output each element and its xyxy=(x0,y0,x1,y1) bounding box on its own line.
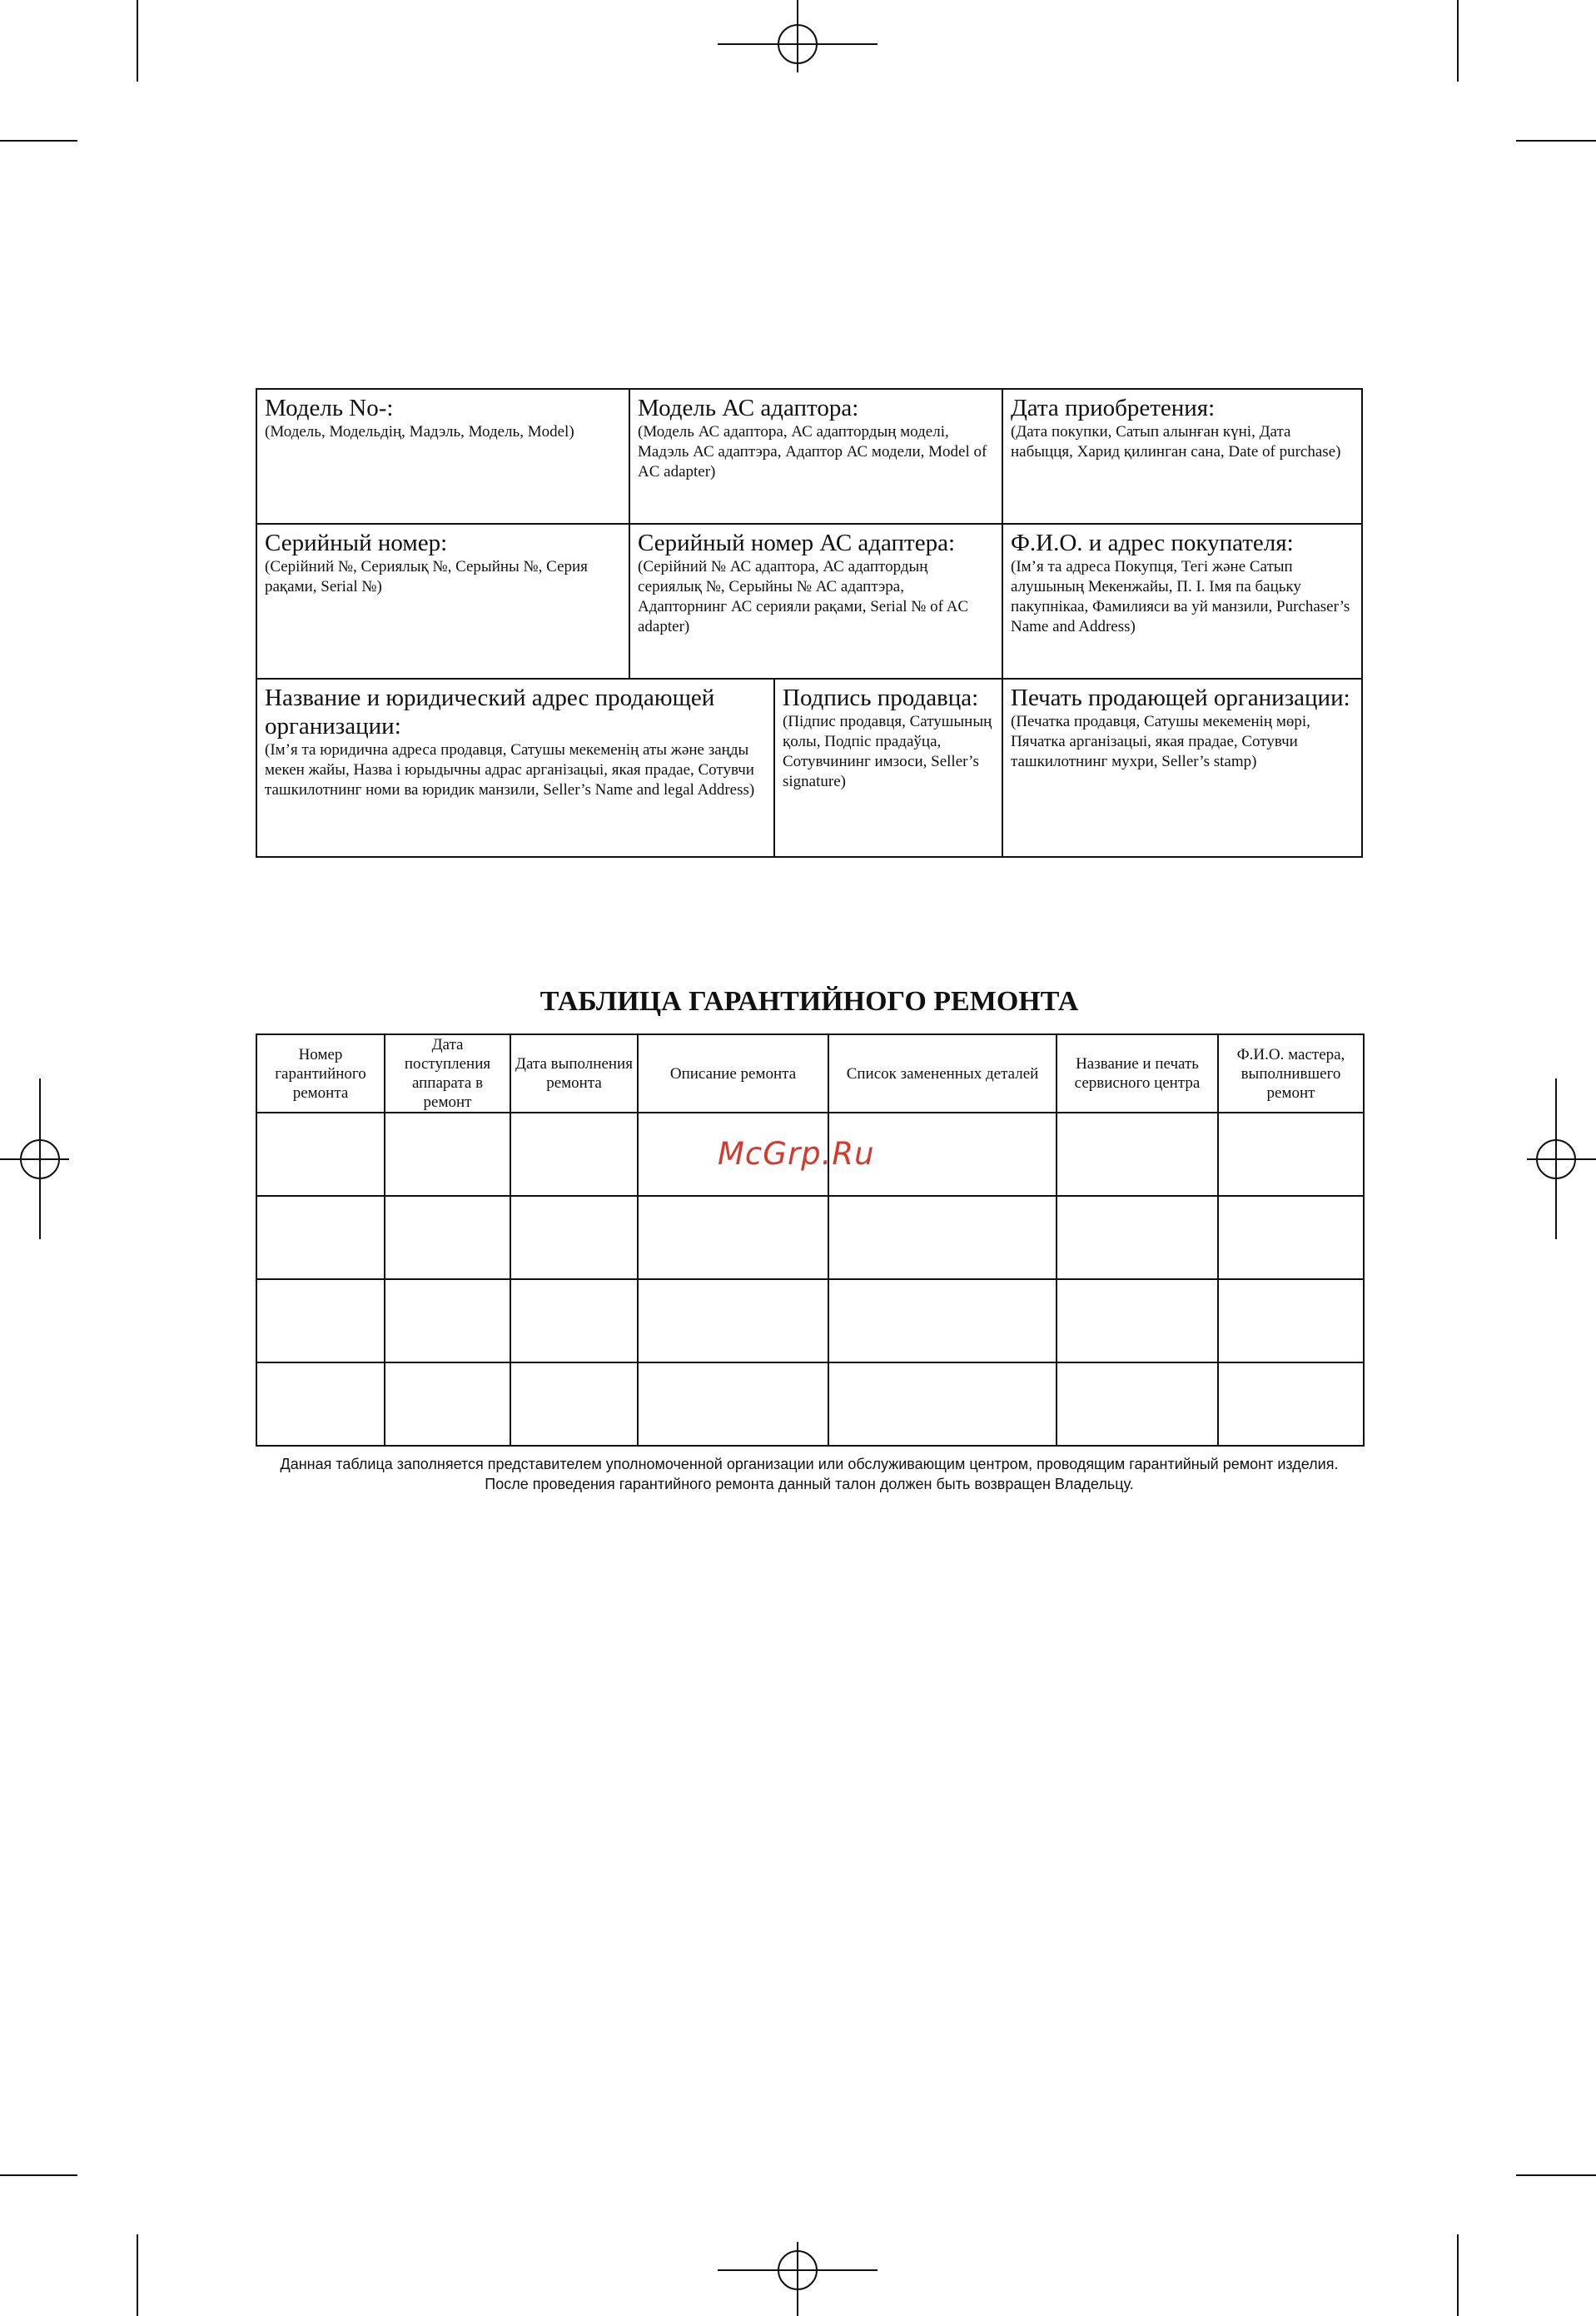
seller-signature-sublabel: (Підпис продавця, Сатушының қолы, Подпіс прадаўца, Сотувчининг имзоси, Seller’s signature) xyxy=(783,713,992,790)
buyer-label: Ф.И.О. и адрес покупателя: xyxy=(1011,530,1294,556)
seller-org-label: Название и юридический адрес продающей организации: xyxy=(265,685,715,740)
seller-stamp-sublabel: (Печатка продавця, Сатушы мекеменің мөрі, Пячатка арганізацыі, якая прадае, Сотувчи ташкилотнинг мухри, Seller’s stamp) xyxy=(1011,713,1310,770)
table-cell[interactable] xyxy=(385,1362,510,1446)
table-cell[interactable] xyxy=(385,1113,510,1196)
table-cell[interactable] xyxy=(256,1113,385,1196)
registration-mark-left xyxy=(0,1078,69,1239)
seller-signature-label: Подпись продавца: xyxy=(783,685,979,711)
header-received-date: Дата поступления аппарата в ремонт xyxy=(385,1034,510,1113)
table-cell[interactable] xyxy=(256,1279,385,1362)
table-cell[interactable] xyxy=(510,1279,638,1362)
repair-table xyxy=(256,1033,1365,1447)
table-cell[interactable] xyxy=(1057,1362,1218,1446)
table-cell[interactable] xyxy=(385,1196,510,1279)
table-cell[interactable] xyxy=(510,1196,638,1279)
table-cell[interactable] xyxy=(828,1362,1057,1446)
cell-purchase-date[interactable] xyxy=(1003,390,1361,462)
cell-model[interactable] xyxy=(257,390,629,442)
table-row xyxy=(256,1279,1364,1362)
table-cell[interactable] xyxy=(638,1279,828,1362)
table-row xyxy=(256,1196,1364,1279)
serial-label: Серийный номер: xyxy=(265,530,448,556)
adapter-model-sublabel: (Модель АС адаптора, АС адаптордың моделі, Мадэль АС адаптэра, Адаптор АС модели, Model of AC adapter) xyxy=(638,423,987,481)
footer-note-line2: После проведения гарантийного ремонта данный талон должен быть возвращен Владельцу. xyxy=(485,1476,1134,1492)
cell-serial[interactable] xyxy=(257,525,629,597)
table-cell[interactable] xyxy=(1218,1196,1364,1279)
watermark: McGrp.Ru xyxy=(718,1136,875,1172)
repair-table-header xyxy=(256,1034,1364,1113)
table-cell[interactable] xyxy=(1057,1279,1218,1362)
table-cell[interactable] xyxy=(1218,1362,1364,1446)
footer-note-line1: Данная таблица заполняется представителем уполномоченной организации или обслуживающим центром, проводящим гарантийный ремонт изделия. xyxy=(280,1456,1339,1472)
adapter-serial-sublabel: (Серійний № АС адаптора, АС адаптордың сериялық №, Серыйны № АС адаптэра, Адапторнинг АС серияли рақами, Serial № of AC adapter) xyxy=(638,558,969,635)
table-cell[interactable] xyxy=(1057,1113,1218,1196)
table-cell[interactable] xyxy=(1218,1113,1364,1196)
table-cell[interactable] xyxy=(256,1196,385,1279)
footer-note xyxy=(256,1454,1363,1494)
serial-sublabel: (Серійний №, Сериялық №, Серыйны №, Серия рақами, Serial №) xyxy=(265,558,588,595)
cell-seller-signature[interactable] xyxy=(775,680,1002,792)
cell-adapter-model[interactable] xyxy=(630,390,1002,482)
registration-mark-right xyxy=(1527,1078,1596,1239)
table-cell[interactable] xyxy=(638,1196,828,1279)
table-cell[interactable] xyxy=(828,1279,1057,1362)
table-cell[interactable] xyxy=(385,1279,510,1362)
seller-stamp-label: Печать продающей организации: xyxy=(1011,685,1350,711)
registration-mark-bottom xyxy=(718,2242,878,2316)
table-cell[interactable] xyxy=(510,1113,638,1196)
cell-seller-stamp[interactable] xyxy=(1003,680,1361,772)
adapter-serial-label: Серийный номер АС адаптера: xyxy=(638,530,956,556)
purchase-date-sublabel: (Дата покупки, Сатып алынған күні, Дата набыцця, Харид қилинган сана, Date of purchase) xyxy=(1011,423,1341,461)
header-service-center: Название и печать сервисного центра xyxy=(1057,1034,1218,1113)
table-cell[interactable] xyxy=(638,1362,828,1446)
cell-buyer[interactable] xyxy=(1003,525,1361,637)
table-cell[interactable] xyxy=(510,1362,638,1446)
model-label: Модель No-: xyxy=(265,395,394,421)
header-repair-description: Описание ремонта xyxy=(638,1034,828,1113)
cell-seller-org[interactable] xyxy=(257,680,773,800)
adapter-model-label: Модель АС адаптора: xyxy=(638,395,859,421)
registration-mark-top xyxy=(718,0,878,72)
table-cell[interactable] xyxy=(1057,1196,1218,1279)
table-cell[interactable] xyxy=(828,1196,1057,1279)
cell-adapter-serial[interactable] xyxy=(630,525,1002,637)
warranty-card xyxy=(256,388,1363,858)
seller-org-sublabel: (Ім’я та юридична адреса продавця, Сатушы мекеменің аты және заңды мекен жайы, Назва і юрыдычны адрас арганізацыі, якая прадае, Сотувчи ташкилотнинг номи ва юридик манзили, Seller’s Name and legal Address) xyxy=(265,741,755,799)
model-sublabel: (Модель, Модельдің, Мадэль, Модель, Model) xyxy=(265,423,574,441)
buyer-sublabel: (Ім’я та адреса Покупця, Тегі және Сатып алушының Мекенжайы, П. І. Імя па бацьку пакупнікаа, Фамилияси ва уй манзили, Purchaser’s Name and Address) xyxy=(1011,558,1350,635)
table-row xyxy=(256,1362,1364,1446)
header-technician: Ф.И.О. мастера, выполнившего ремонт xyxy=(1218,1034,1364,1113)
header-repair-number: Номер гарантийного ремонта xyxy=(256,1034,385,1113)
purchase-date-label: Дата приобретения: xyxy=(1011,395,1216,421)
repair-table-title: ТАБЛИЦА ГАРАНТИЙНОГО РЕМОНТА xyxy=(539,986,1079,1017)
table-cell[interactable] xyxy=(256,1362,385,1446)
table-cell[interactable] xyxy=(1218,1279,1364,1362)
header-replaced-parts: Список замененных деталей xyxy=(828,1034,1057,1113)
header-completed-date: Дата выполнения ремонта xyxy=(510,1034,638,1113)
